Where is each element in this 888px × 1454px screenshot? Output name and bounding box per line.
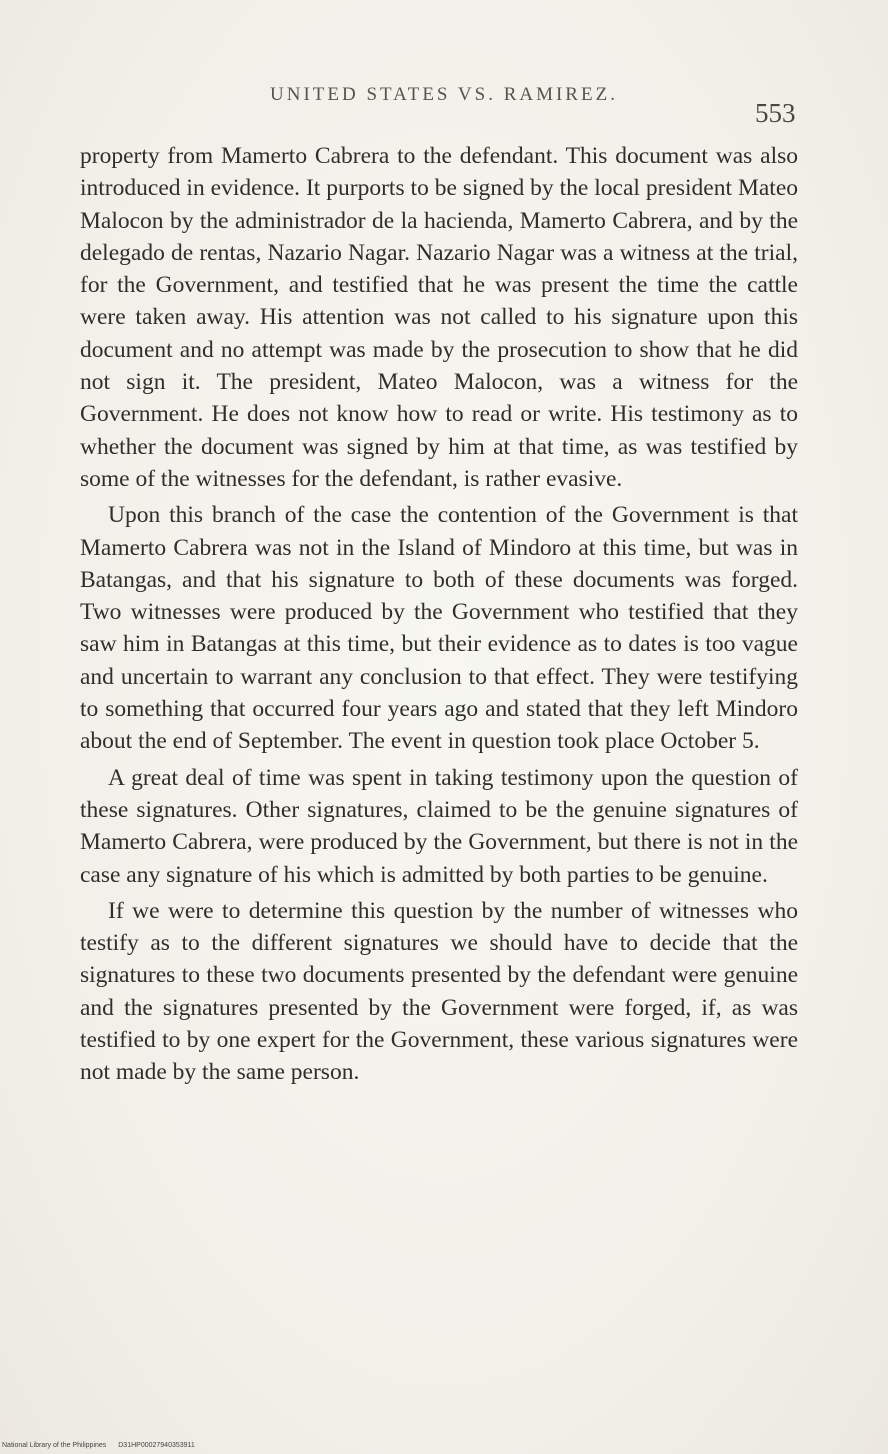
paragraph-3: A great deal of time was spent in taking testimony upon the question of these signatures. Other signatures, claimed to be the genuine signatures of Mamerto Cabrera, were produced by the Government, but there is not in the case any signature of his which is admitted by both parties to be genuine.	[80, 764, 798, 888]
running-head-title: UNITED STATES VS. RAMIREZ.	[270, 84, 618, 105]
footer-library: National Library of the Philippines	[2, 1442, 107, 1449]
paragraph-2: Upon this branch of the case the contention of the Government is that Mamerto Cabrera was not in the Island of Mindoro at this time, but was in Batangas, and that his signature to both of these documents was forged. Two witnesses were produced by the Government who testified that they saw him in Batangas at this time, but their evidence as to dates is too vague and uncertain to warrant any conclusion to that effect. They were testifying to something that occurred four years ago and stated that they left Mindoro about the end of September. The event in question took place October 5.	[80, 502, 798, 755]
paragraph-4: If we were to determine this question by the number of witnesses who testify as to the different signatures we should have to decide that the signatures to these two documents presented by the defendant were genuine and the signatures presented by the Government were forged, if, as was testified to by one expert for the Government, these various signatures were not made by the same person.	[80, 897, 798, 1086]
footer-code: D31HP00027940353911	[118, 1442, 195, 1449]
scan-footer	[2, 1442, 195, 1449]
paragraph-1: property from Mamerto Cabrera to the defendant. This document was also introduced in evidence. It purports to be signed by the local president Mateo Malocon by the administrador de la hacienda, Mamerto Cabrera, and by the delegado de rentas, Nazario Nagar. Nazario Nagar was a witness at the trial, for the Government, and testified that he was present the time the cattle were taken away. His attention was not called to his signature upon this document and no attempt was made by the prosecution to show that he did not sign it. The president, Mateo Malocon, was a witness for the Government. He does not know how to read or write. His testimony as to whether the document was signed by him at that time, as was testified by some of the witnesses for the defendant, is rather evasive.	[80, 143, 798, 492]
page-number: 553	[755, 98, 796, 128]
body-text	[80, 140, 798, 1093]
